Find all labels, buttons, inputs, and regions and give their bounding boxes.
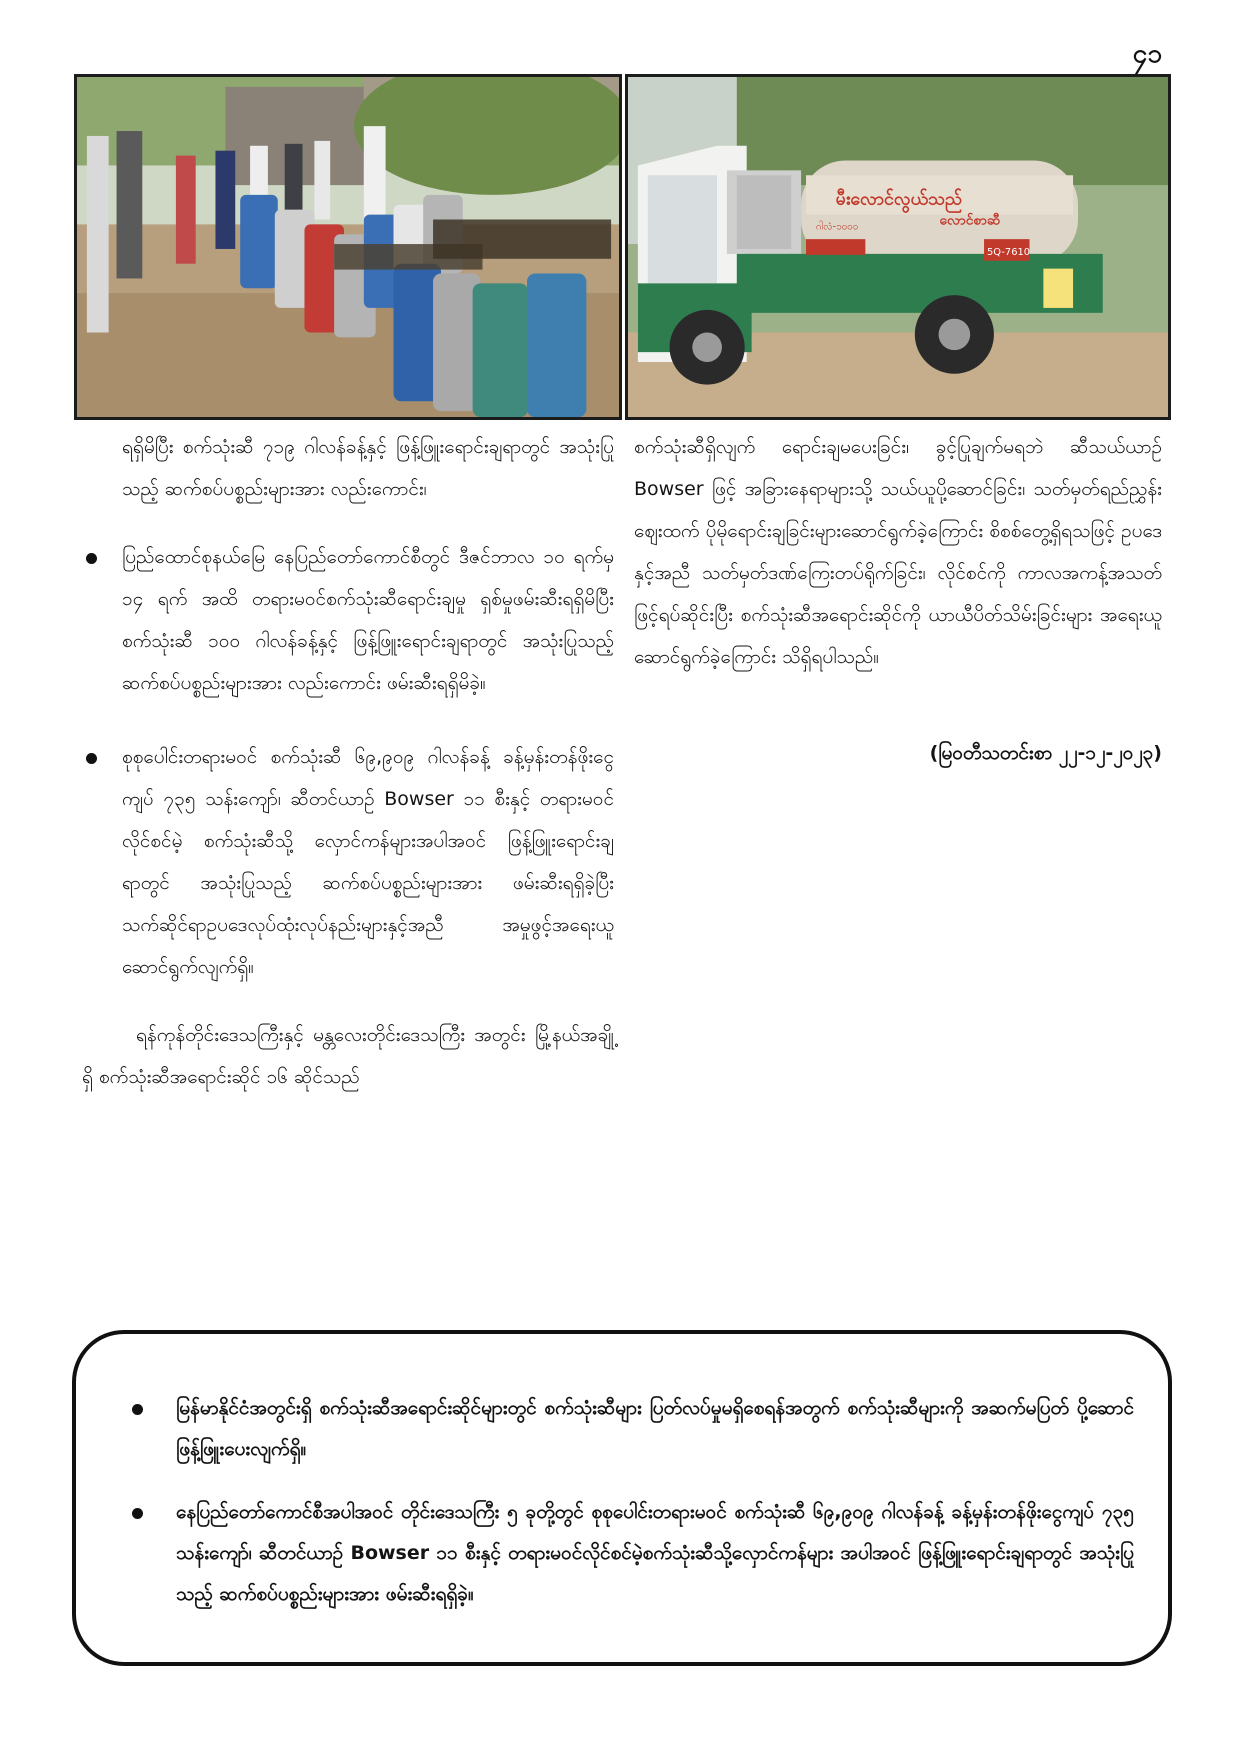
list-item-naypyitaw: ပြည်ထောင်စုနယ်မြေ နေပြည်တော်ကောင်စီတွင် ဒီဇင်ဘာလ ၁၀ ရက်မှ ၁၄ ရက် အထိ တရားမဝင်စက်သုံးဆီရောင်းချမှု ရှစ်မှုဖမ်းဆီးရရှိမိပြီး စက်သုံးဆီ ၁၀၀ ဂါလန်ခန့်နှင့် ဖြန့်ဖြူးရောင်းချရာတွင် အသုံးပြုသည့် ဆက်စပ်ပစ္စည်းများအား လည်းကောင်း ဖမ်းဆီးရရှိမိခဲ့။ (82, 536, 614, 704)
tank-capacity-text: ဂါလံ-၁၀၀၀ (815, 221, 859, 233)
page-number: ၄၁ (1132, 39, 1162, 69)
license-plate: 5Q-7610 (987, 246, 1031, 258)
right-column (634, 426, 1162, 774)
closing-paragraph: ရန်ကုန်တိုင်းဒေသကြီးနှင့် မန္တလေးတိုင်းဒေသကြီး အတွင်း မြို့နယ်အချို့ရှိ စက်သုံးဆီအရောင်းဆိုင် ၁၆ ဆိုင်သည် (82, 1024, 614, 1088)
tanker-truck-photo (625, 74, 1171, 420)
oil-drums-photo (74, 74, 622, 420)
tank-hazard-text: မီးလောင်လွယ်သည် (835, 189, 963, 210)
action-paragraph: စက်သုံးဆီရှိလျက် ရောင်းချမပေးခြင်း၊ ခွင့်ပြုချက်မရဘဲ ဆီသယ်ယာဉ် Bowser ဖြင့် အခြားနေရာများသို့ သယ်ယူပို့ဆောင်ခြင်း၊ သတ်မှတ်ရည်ညွှန်းဈေးထက် ပိုမိုရောင်းချခြင်းများဆောင်ရွက်ခဲ့ကြောင်း စိစစ်တွေ့ရှိရသဖြင့် ဥပဒေနှင့်အညီ သတ်မှတ်ဒဏ်ကြေးတပ်ရိုက်ခြင်း၊ လိုင်စင်ကို ကာလအကန့်အသတ်ဖြင့်ရပ်ဆိုင်းပြီး စက်သုံးဆီအရောင်းဆိုင်ကို ယာယီပိတ်သိမ်းခြင်းများ အရေးယူဆောင်ရွက်ခဲ့ကြောင်း သိရှိရပါသည်။ (634, 436, 1162, 668)
intro-continuation: ရရှိမိပြီး စက်သုံးဆီ ၇၁၉ ဂါလန်ခန့်နှင့် ဖြန့်ဖြူးရောင်းချရာတွင် အသုံးပြုသည့် ဆက်စပ်ပစ္စည်းများအား လည်းကောင်း၊ (122, 436, 614, 500)
list-item-total-seized: စုစုပေါင်းတရားမဝင် စက်သုံးဆီ ၆၉,၉၀၉ ဂါလန်ခန့် ခန့်မှန်းတန်ဖိုးငွေကျပ် ၇၃၅ သန်းကျော်၊ ဆီတင်ယာဉ် Bowser ၁၁ စီးနှင့် တရားမဝင်လိုင်စင်မဲ့ စက်သုံးဆီသို့ လှောင်ကန်များအပါအဝင် ဖြန့်ဖြူးရောင်းချရာတွင် အသုံးပြုသည့် ဆက်စပ်ပစ္စည်းများအား ဖမ်းဆီးရရှိခဲ့ပြီး သက်ဆိုင်ရာဥပဒေလုပ်ထုံးလုပ်နည်းများနှင့်အညီ အမှုဖွင့်အရေးယူဆောင်ရွက်လျက်ရှိ။ (82, 736, 614, 988)
summary-item-seizure: နေပြည်တော်ကောင်စီအပါအဝင် တိုင်းဒေသကြီး ၅ ခုတို့တွင် စုစုပေါင်းတရားမဝင် စက်သုံးဆီ ၆၉,၉၀၉ ဂါလန်ခန့် ခန့်မှန်းတန်ဖိုးငွေကျပ် ၇၃၅ သန်းကျော်၊ ဆီတင်ယာဉ် Bowser ၁၁ စီးနှင့် တရားမဝင်လိုင်စင်မဲ့စက်သုံးဆီသို့လှောင်ကန်များ အပါအဝင် ဖြန့်ဖြူးရောင်းချရာတွင် အသုံးပြုသည့် ဆက်စပ်ပစ္စည်းများအား ဖမ်းဆီးရရှိခဲ့။ (132, 1492, 1134, 1615)
news-source: (မြဝတီသတင်းစာ ၂၂-၁၂-၂၀၂၃) (929, 742, 1162, 764)
tanker-truck-photo-icon (628, 77, 1168, 417)
tank-fuel-text: လောင်စာဆီ (939, 212, 1001, 229)
summary-item-supply: မြန်မာနိုင်ငံအတွင်းရှိ စက်သုံးဆီအရောင်းဆိုင်များတွင် စက်သုံးဆီများ ပြတ်လပ်မှုမရှိစေရန်အတွက် စက်သုံးဆီများကို အဆက်မပြတ် ပို့ဆောင်ဖြန့်ဖြူးပေးလျက်ရှိ။ (132, 1388, 1134, 1470)
oil-drums-photo-icon (77, 77, 619, 417)
summary-box (72, 1330, 1172, 1666)
left-column (82, 426, 614, 1098)
